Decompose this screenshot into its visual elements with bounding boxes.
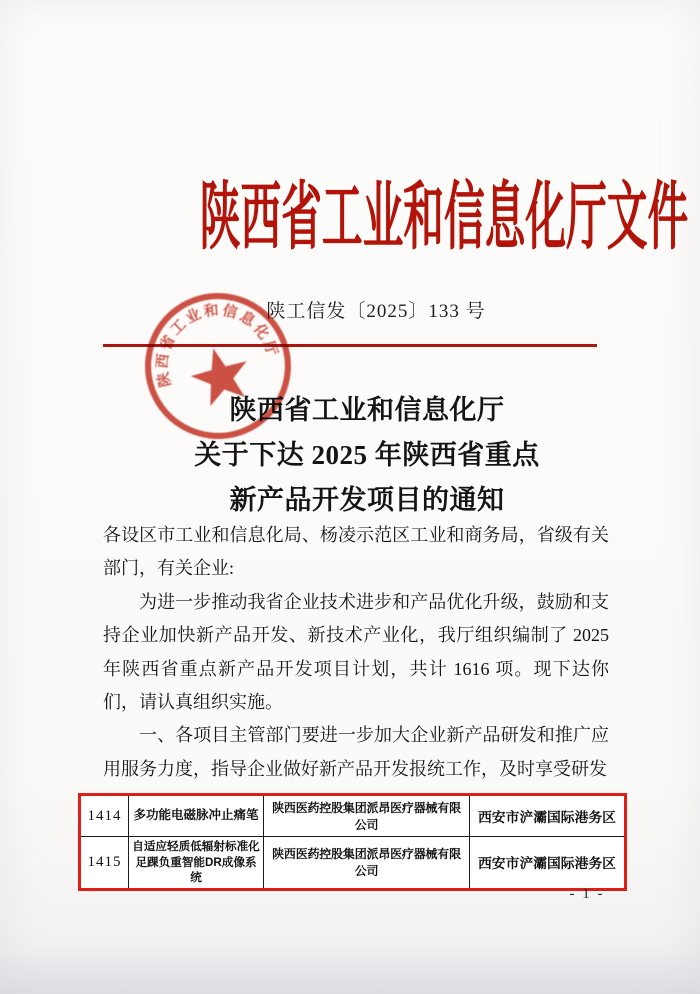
document-body xyxy=(103,519,609,787)
page-number: - 1 - xyxy=(569,886,605,902)
table-row-1-company: 陕西医药控股集团派昂医疗器械有限公司 xyxy=(263,796,469,836)
table-row-2-product: 自适应轻质低辐射标准化足踝负重智能DR成像系统 xyxy=(128,836,263,888)
paragraph-1: 为进一步推动我省企业技术进步和产品优化升级，鼓励和支持企业加快新产品开发、新技术产业化，我厅组织编制了 2025 年陕西省重点新产品开发项目计划，共计 1616 项。现下达你们，请认真组织实施。 xyxy=(103,591,609,713)
table-row-1-location: 西安市浐灞国际港务区 xyxy=(469,796,624,836)
notice-title-line-1: 陕西省工业和信息化厅 xyxy=(229,395,505,425)
paragraph-2: 一、各项目主管部门要进一步加大企业新产品研发和推广应用服务力度，指导企业做好新产品开发报统工作，及时享受研发 xyxy=(103,725,609,779)
seal-text: 陕西省工业和信息化厅 xyxy=(154,302,281,389)
table-row-2-company: 陕西医药控股集团派昂医疗器械有限公司 xyxy=(263,836,469,888)
official-seal-icon xyxy=(141,289,295,443)
table-row-2-location: 西安市浐灞国际港务区 xyxy=(469,836,624,888)
notice-title-line-2: 关于下达 2025 年陕西省重点 xyxy=(194,440,540,470)
letterhead-title: 陕西省工业和信息化厅文件 xyxy=(199,177,689,259)
table-row-1-index: 1414 xyxy=(87,807,122,824)
notice-title-line-3: 新产品开发项目的通知 xyxy=(229,485,505,515)
seal-star-icon xyxy=(185,341,255,409)
document-number: 陕工信发〔2025〕133 号 xyxy=(266,301,486,322)
table-row-2-index: 1415 xyxy=(81,836,128,888)
table-row-1-product: 多功能电磁脉冲止痛笔 xyxy=(128,796,263,836)
projects-table xyxy=(78,793,627,891)
salutation: 各设区市工业和信息化局、杨凌示范区工业和商务局，省级有关部门，有关企业: xyxy=(103,525,609,579)
paper-bottom-shadow xyxy=(0,948,700,994)
